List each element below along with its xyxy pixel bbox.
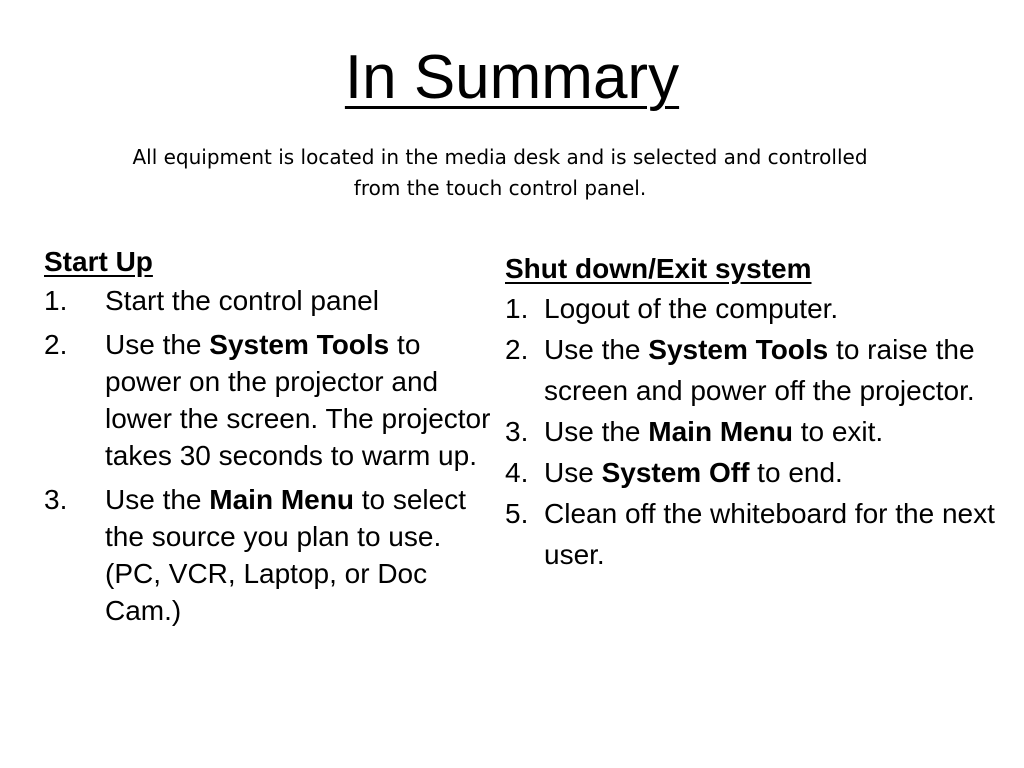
startup-item	[44, 481, 494, 629]
item-number: 2.	[44, 329, 68, 360]
shutdown-item	[505, 411, 1005, 452]
shutdown-item	[505, 493, 1005, 575]
item-text: Logout of the computer.	[544, 293, 839, 324]
item-number: 5.	[505, 498, 529, 529]
item-text: Use the Main Menu to exit.	[544, 416, 884, 447]
item-text: Use the System Tools to power on the projector and lower the screen. The projector takes 30 seconds to warm up.	[105, 329, 491, 471]
shutdown-section	[505, 248, 1005, 575]
item-number: 4.	[505, 457, 529, 488]
item-text: Start the control panel	[105, 285, 379, 316]
item-text: Use System Off to end.	[544, 457, 843, 488]
startup-section	[44, 243, 494, 636]
item-number: 3.	[505, 416, 529, 447]
item-number: 3.	[44, 484, 68, 515]
shutdown-heading: Shut down/Exit system	[505, 253, 812, 284]
startup-heading: Start Up	[44, 246, 153, 277]
item-text: Use the Main Menu to select the source you plan to use. (PC, VCR, Laptop, or Doc Cam.)	[105, 484, 467, 626]
startup-item	[44, 282, 494, 319]
item-number: 2.	[505, 334, 529, 365]
shutdown-item	[505, 288, 1005, 329]
slide-title: In Summary	[344, 43, 680, 112]
startup-item	[44, 326, 494, 474]
item-number: 1.	[505, 293, 529, 324]
shutdown-item	[505, 329, 1005, 411]
item-text: Use the System Tools to raise the screen and power off the projector.	[544, 334, 975, 406]
shutdown-item	[505, 452, 1005, 493]
slide-subtitle: All equipment is located in the media desk and is selected and controlled from the touch control panel.	[132, 145, 868, 200]
item-number: 1.	[44, 285, 68, 316]
item-text: Clean off the whiteboard for the next user.	[544, 498, 995, 570]
